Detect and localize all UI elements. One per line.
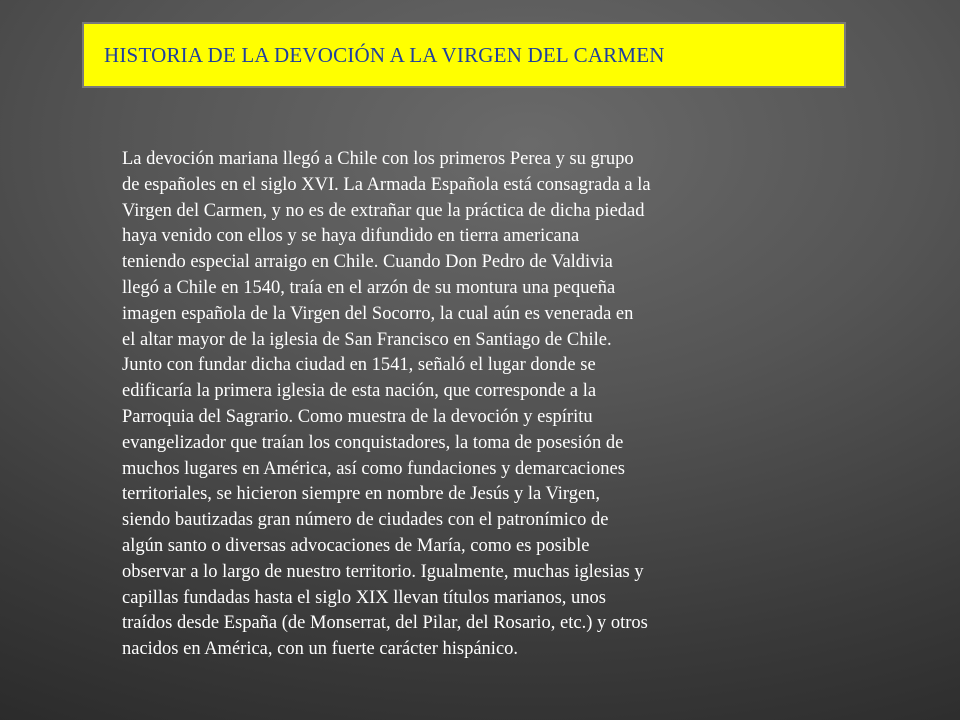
body-line: el altar mayor de la iglesia de San Francisco en Santiago de Chile. (122, 329, 612, 350)
body-line: haya venido con ellos y se haya difundido en tierra americana (122, 226, 580, 247)
body-line: evangelizador que traían los conquistadores, la toma de posesión de (122, 432, 624, 453)
body-line: Virgen del Carmen, y no es de extrañar que la práctica de dicha piedad (122, 200, 645, 221)
body-line: siendo bautizadas gran número de ciudades con el patronímico de (122, 510, 609, 531)
body-line: teniendo especial arraigo en Chile. Cuando Don Pedro de Valdivia (122, 252, 613, 273)
body-line: llegó a Chile en 1540, traía en el arzón de su montura una pequeña (122, 277, 616, 298)
body-line: La devoción mariana llegó a Chile con los primeros Perea y su grupo (122, 149, 634, 169)
body-line: observar a lo largo de nuestro territorio. Igualmente, muchas iglesias y (122, 561, 644, 582)
body-line: Parroquia del Sagrario. Como muestra de la devoción y espíritu (122, 406, 593, 427)
body-line: edificaría la primera iglesia de esta nación, que corresponde a la (122, 381, 597, 402)
slide-title: HISTORIA DE LA DEVOCIÓN A LA VIRGEN DEL CARMEN (104, 42, 665, 67)
body-line: Junto con fundar dicha ciudad en 1541, señaló el lugar donde se (122, 355, 596, 376)
title-banner (82, 22, 846, 88)
body-line: de españoles en el siglo XVI. La Armada Española está consagrada a la (122, 174, 651, 195)
body-line: capillas fundadas hasta el siglo XIX llevan títulos marianos, unos (122, 587, 606, 608)
body-line: nacidos en América, con un fuerte carácter hispánico. (122, 639, 519, 660)
body-line: traídos desde España (de Monserrat, del Pilar, del Rosario, etc.) y otros (122, 613, 648, 634)
slide-body-text (122, 147, 802, 663)
body-line: algún santo o diversas advocaciones de María, como es posible (122, 535, 590, 556)
body-line: imagen española de la Virgen del Socorro, la cual aún es venerada en (122, 303, 634, 324)
body-line: muchos lugares en América, así como fundaciones y demarcaciones (122, 458, 625, 479)
body-line: territoriales, se hicieron siempre en nombre de Jesús y la Virgen, (122, 484, 601, 505)
